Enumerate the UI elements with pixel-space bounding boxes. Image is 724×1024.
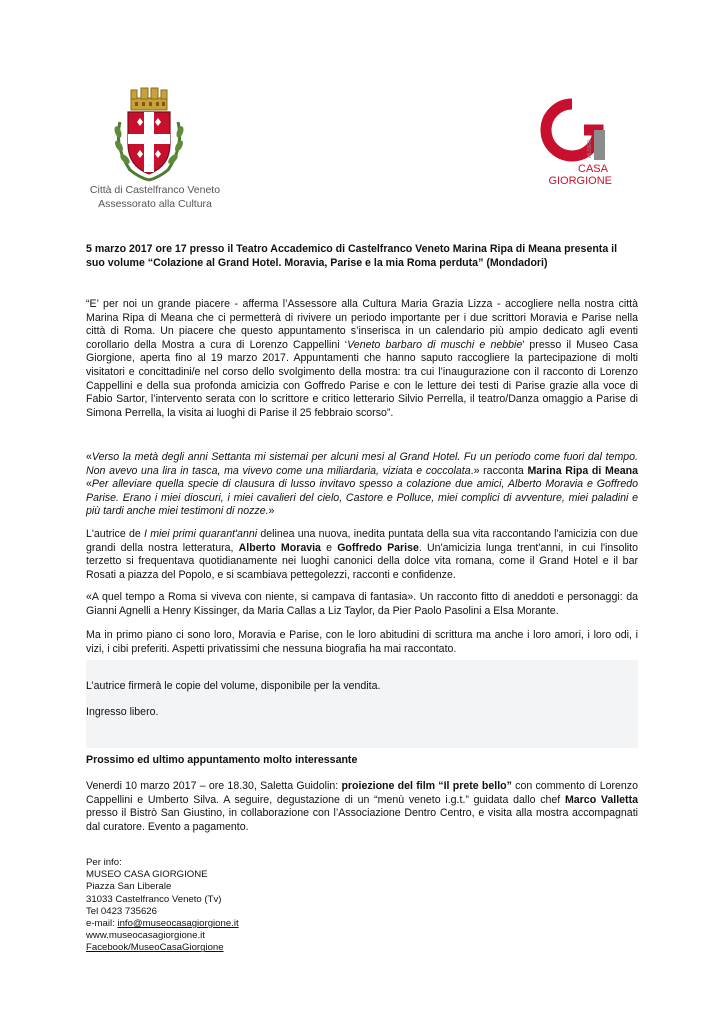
p1-text-b: ’ presso il Museo Casa Giorgione, aperta fino al 19 marzo 2017. Appuntamenti che hanno saputo raccogliere la partecipazione di molti visitatori e concittadini/e nel corso dello svolgimento della mostra: tra cui l’inaugurazione con il racconto di Lorenzo Cappellini e della sua profonda amicizia con Goffredo Parise e con le letture dei testi di Parise grazie alla voce di Fabio Sartor, l’intervento serata con lo scrittore e critico letterario Silvio Perrella, il teatro/Danza omaggio a Parise di Simona Perrella, la visita ai luoghi di Parise il 25 febbraio scorso”. — [86, 338, 638, 419]
contact-facebook-link[interactable]: Facebook/MuseoCasaGiorgione — [86, 942, 224, 954]
p3-text-a: L'autrice de — [86, 528, 145, 540]
paragraph-free-entry: Ingresso libero. — [86, 706, 159, 718]
city-name: Città di Castelfranco Veneto — [89, 184, 221, 196]
p3-name-parise: Goffredo Parise — [337, 541, 419, 554]
logo-vertical-text: MUSEO — [587, 139, 593, 158]
p3-text-d: . Un'amicizia lunga trent'anni, in cui l'insolito terzetto si frequentava quotidianamente nei luoghi canonici della dolce vita romana, come il Grand Hotel e il bar Rosati a piazza del Popolo, e si scambiava pettegolezzi, racconti e confidenze. — [86, 541, 638, 581]
p9-text-a: Venerdi 10 marzo 2017 – ore 18.30, Saletta Guidolin: — [86, 780, 342, 792]
contact-email-label: e-mail: — [86, 918, 118, 930]
next-event-heading: Prossimo ed ultimo appuntamento molto interessante — [86, 754, 358, 766]
paragraph-next-event — [86, 780, 638, 834]
paragraph-assessore-quote — [86, 298, 638, 420]
department-name: Assessorato alla Cultura — [98, 198, 212, 210]
paragraph-private-aspects: Ma in primo piano ci sono loro, Moravia e Parise, con le loro abitudini di scrittura ma anche i loro amori, i loro odi, i vizi, i cibi preferiti. Aspetti privatissimi che nessuna biografia ha mai raccontato. — [86, 629, 638, 655]
contact-info — [86, 857, 239, 955]
p2-mid: .» racconta — [470, 464, 528, 477]
p2-quote-1: Verso la metà degli anni Settanta mi sistemai per alcuni mesi al Grand Hotel. Fu un periodo come fuori dal tempo. Non avevo una lira in tasca, ma vivevo come una miliardaria, viziata e coccolata — [86, 451, 638, 477]
p9-text-c: con commento di Lorenzo Cappellini e Umberto Silva. A seguire, degustazione di un “menù veneto i.g.t.” guidata dallo chef — [86, 780, 638, 806]
p3-text-b: delinea una nuova, inedita puntata della sua vita raccontando l'amicizia con due grandi della nostra letteratura, — [86, 528, 638, 554]
p3-text-c: e — [320, 541, 338, 554]
paragraph-book-description — [86, 528, 638, 582]
city-header — [70, 183, 240, 211]
p1-exhibition-title: Veneto barbaro di muschi e nebbie — [347, 338, 523, 351]
paragraph-book-quote — [86, 451, 638, 519]
p1-text-a: “E’ per noi un grande piacere - afferma l’Assessore alla Cultura Maria Grazia Lizza - accogliere nella nostra città Marina Ripa di Meana che ci permetterà di rivivere un periodo importante per i due scrittori Moravia e Parise nella città di Roma. Un piacere che questo appuntamento s’inserisca in un calendario più ampio dedicato agli eventi corollario della Mostra a cura di Lorenzo Cappellini ‘ — [86, 298, 638, 351]
city-crest-icon — [110, 84, 188, 184]
contact-email-link[interactable]: info@museocasagiorgione.it — [117, 918, 239, 930]
contact-address: Piazza San Liberale — [86, 881, 172, 893]
contact-city: 31033 Castelfranco Veneto (Tv) — [86, 893, 222, 905]
contact-label: Per info: — [86, 857, 122, 868]
document-title: 5 marzo 2017 ore 17 presso il Teatro Accademico di Castelfranco Veneto Marina Ripa di Meana presenta il suo volume “Colazione al Grand Hotel. Moravia, Parise e la mia Roma perduta” (Mondadori) — [86, 243, 618, 269]
p2-open: « — [86, 451, 92, 463]
casa-giorgione-logo — [538, 98, 616, 186]
p9-text-e: presso il Bistrò San Giustino, in collaborazione con l’Associazione Dentro Centro, e visita alla mostra accompagnati dal curatore. Evento a pagamento. — [86, 807, 638, 833]
p3-name-moravia: Alberto Moravia — [238, 541, 321, 554]
paragraph-signing: L’autrice firmerà le copie del volume, disponibile per la vendita. — [86, 680, 381, 692]
shaded-band — [86, 660, 638, 748]
p2-author-name: Marina Ripa di Meana — [527, 464, 638, 477]
paragraph-anecdotes: «A quel tempo a Roma si viveva con niente, si campava di fantasia». Un racconto fitto di aneddoti e personaggi: da Gianni Agnelli a Henry Kissinger, da Maria Callas a Liz Taylor, da Pier Paolo Pasolini a Elsa Morante. — [86, 591, 638, 617]
logo-word-casa: CASA — [578, 163, 608, 175]
logo-word-giorgione: GIORGIONE — [548, 175, 612, 186]
p2-open-2: « — [86, 478, 92, 491]
p2-close: » — [268, 505, 275, 518]
contact-phone: Tel 0423 735626 — [86, 905, 157, 917]
p2-quote-2: Per alleviare quella specie di clausura di lusso invitavo spesso a colazione due amici, Alberto Moravia e Goffredo Parise. Erano i miei dioscuri, i miei cavalieri del cielo, Castore e Polluce, miei complici di avventure, miei paladini e più tardi anche miei testimoni di nozze. — [86, 478, 638, 518]
p9-film-screening: proiezione del film “Il prete bello” — [341, 780, 512, 792]
p9-chef-name: Marco Valletta — [564, 793, 638, 806]
contact-website[interactable]: www.museocasagiorgione.it — [86, 930, 205, 942]
contact-museum-name: MUSEO CASA GIORGIONE — [86, 869, 208, 881]
p3-book-title: I miei primi quarant'anni — [144, 528, 258, 540]
contact-email-line — [86, 918, 239, 930]
